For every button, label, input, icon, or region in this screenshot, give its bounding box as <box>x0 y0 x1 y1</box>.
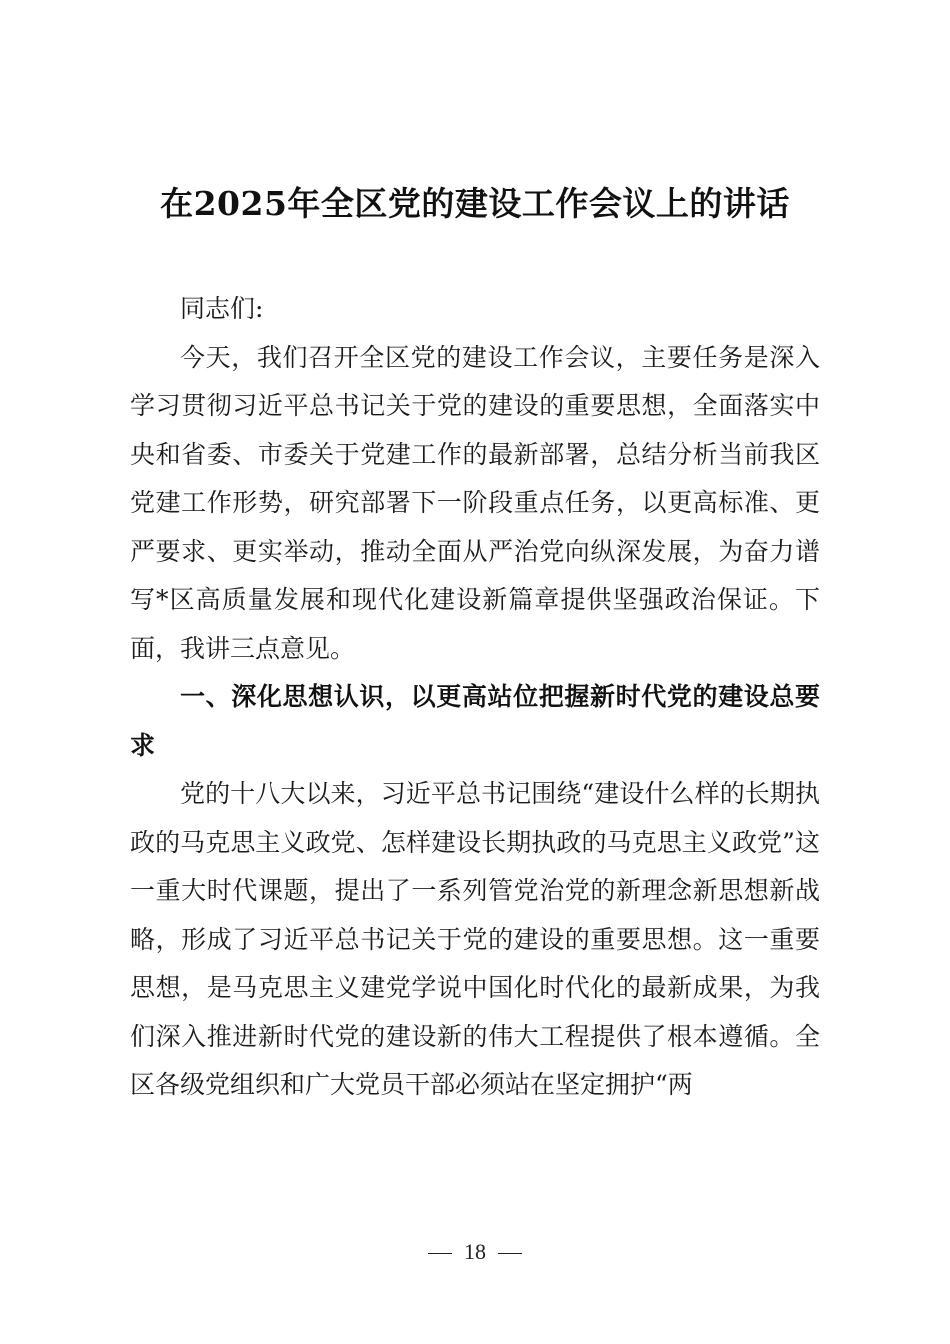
page-footer <box>0 1236 950 1268</box>
document-title: 在2025年全区党的建设工作会议上的讲话 <box>160 184 790 223</box>
section-heading: 一、深化思想认识，以更高站位把握新时代党的建设总要求 <box>130 682 820 760</box>
salutation: 同志们: <box>180 294 264 323</box>
footer-dash-left <box>428 1253 452 1254</box>
footer-dash-right <box>498 1253 522 1254</box>
document-body <box>130 285 820 1110</box>
paragraph-intro: 今天，我们召开全区党的建设工作会议，主要任务是深入学习贯彻习近平总书记关于党的建设的重要思想，全面落实中央和省委、市委关于党建工作的最新部署，总结分析当前我区党建工作形势，研究部署下一阶段重点任务，以更高标准、更严要求、更实举动，推动全面从严治党向纵深发展，为奋力谱写*区高质量发展和现代化建设新篇章提供坚强政治保证。下面，我讲三点意见。 <box>130 342 820 663</box>
section-paragraph: 党的十八大以来，习近平总书记围绕“建设什么样的长期执政的马克思主义政党、怎样建设长期执政的马克思主义政党”这一重大时代课题，提出了一系列管党治党的新理念新思想新战略，形成了习近平总书记关于党的建设的重要思想。这一重要思想，是马克思主义建党学说中国化时代化的最新成果，为我们深入推进新时代党的建设新的伟大工程提供了根本遵循。全区各级党组织和广大党员干部必须站在坚定拥护“两 <box>130 779 820 1099</box>
page-number: 18 <box>464 1239 486 1264</box>
